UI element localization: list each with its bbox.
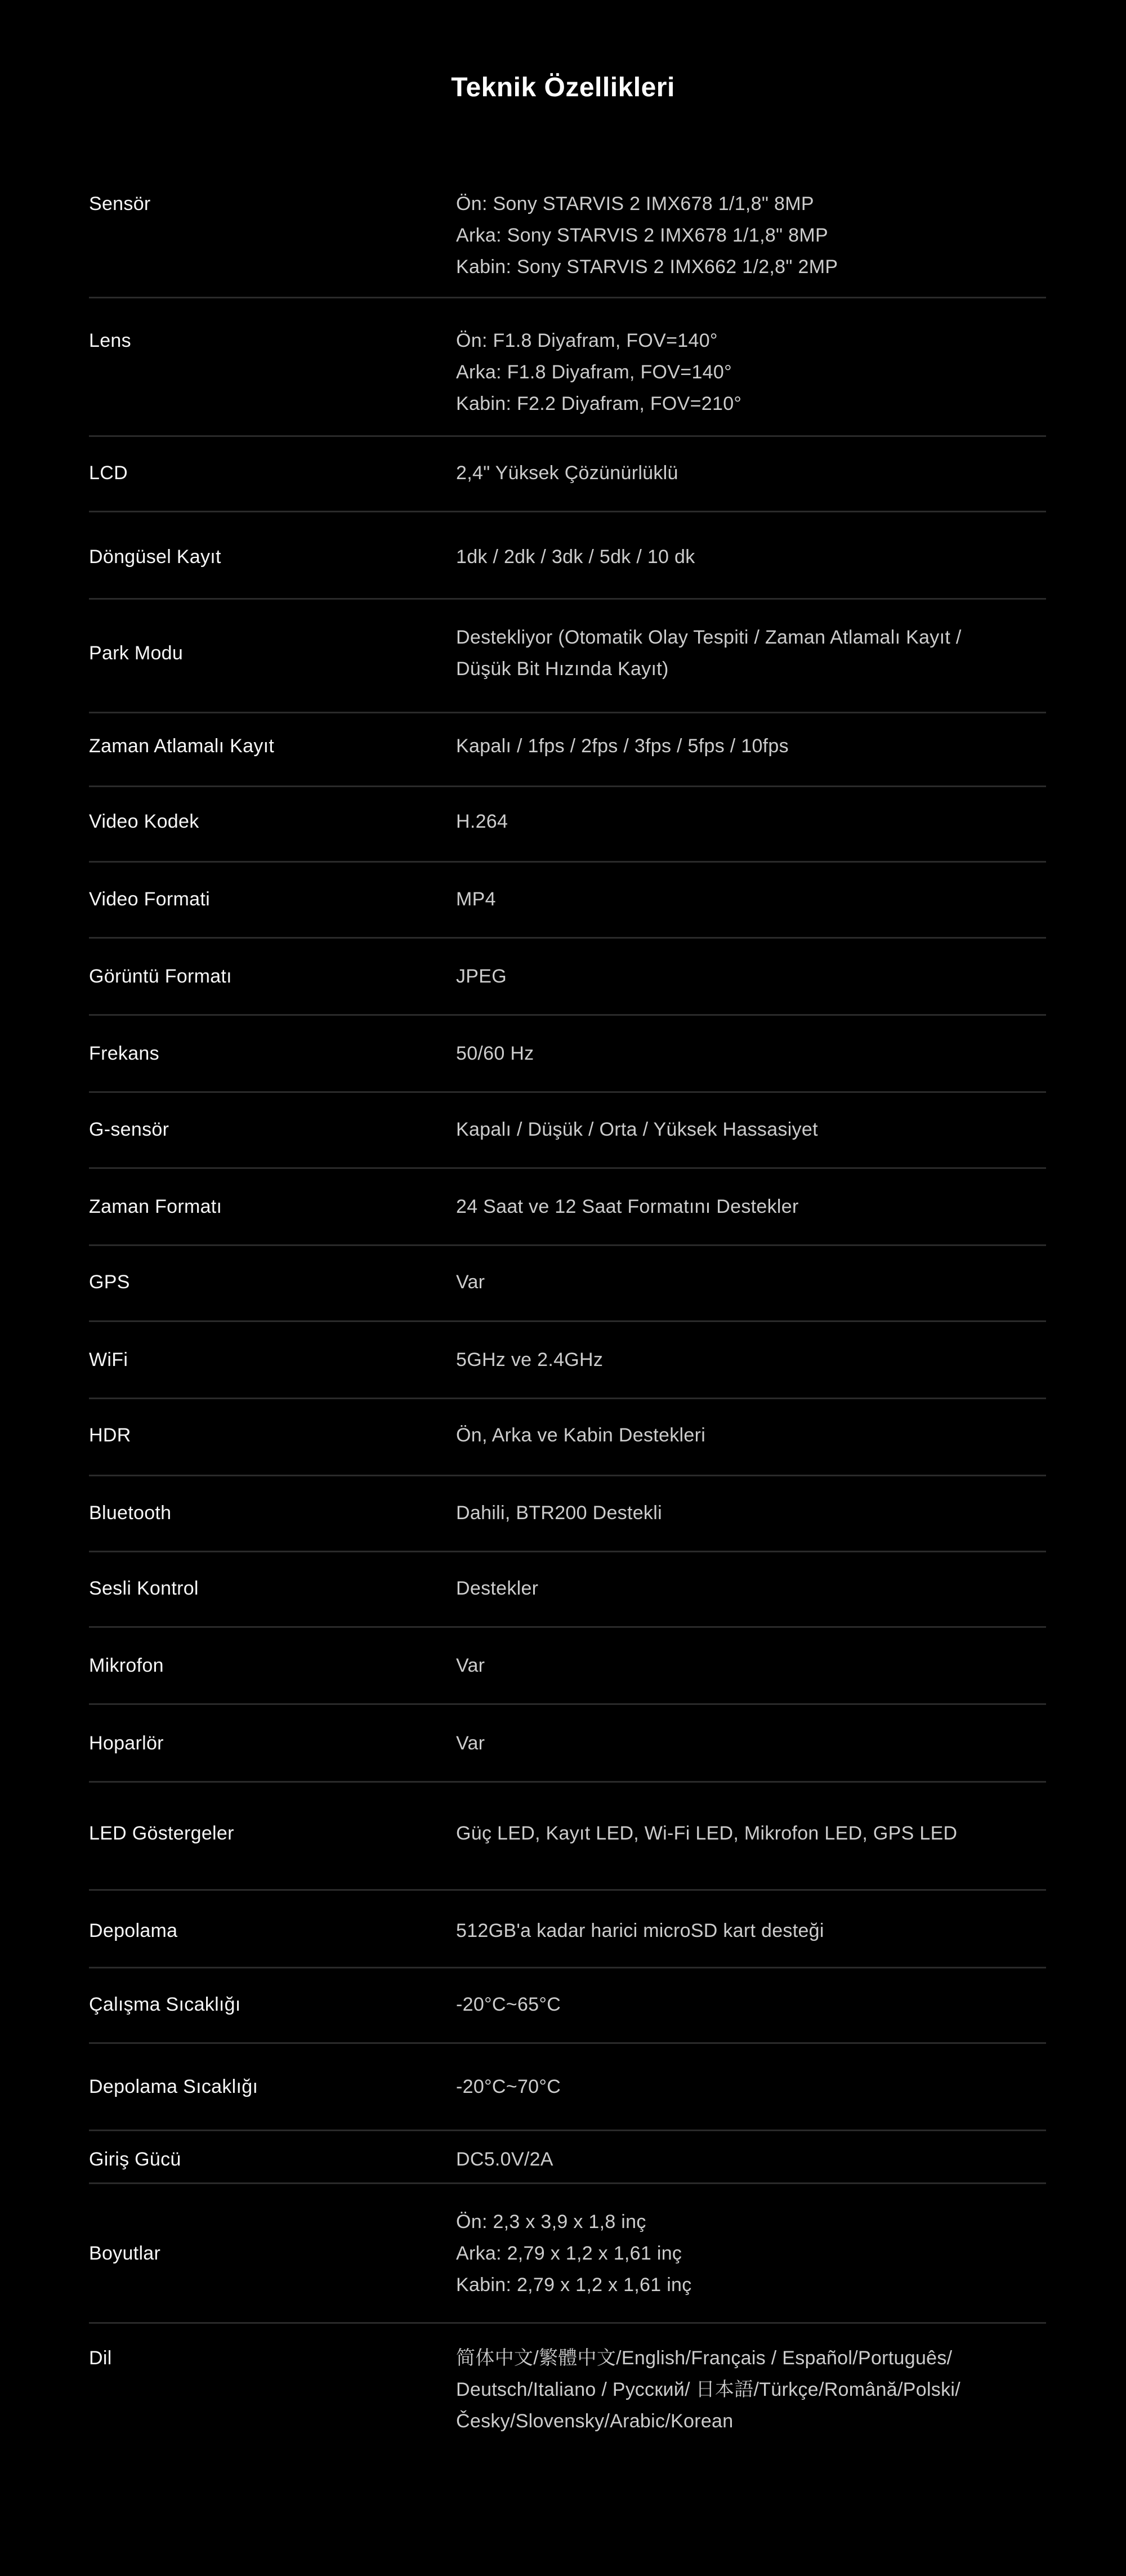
spec-row (89, 2044, 1046, 2131)
spec-value-line: 1dk / 2dk / 3dk / 5dk / 10 dk (456, 546, 695, 568)
spec-value (456, 1191, 1046, 1222)
spec-label: Mikrofon (89, 1655, 164, 1676)
spec-value-line: -20°C~65°C (456, 1994, 561, 2015)
spec-row (89, 787, 1046, 863)
spec-label: Giriş Gücü (89, 2149, 181, 2170)
spec-value-line: JPEG (456, 966, 507, 987)
spec-label: Depolama (89, 1920, 178, 1941)
spec-value-line: -20°C~70°C (456, 2076, 561, 2097)
spec-value (456, 325, 1046, 419)
spec-value-line: Ön: F1.8 Diyafram, FOV=140° (456, 330, 718, 351)
spec-row (89, 1246, 1046, 1322)
spec-label: Hoparlör (89, 1733, 164, 1754)
spec-label: Çalışma Sıcaklığı (89, 1994, 241, 2015)
spec-value-line: Česky/Slovensky/Arabic/Korean (456, 2410, 734, 2432)
spec-row (89, 1783, 1046, 1891)
spec-label: LED Göstergeler (89, 1823, 234, 1844)
spec-value (456, 2342, 1046, 2437)
spec-value (456, 2206, 1046, 2301)
spec-row (89, 1399, 1046, 1476)
spec-value (456, 961, 1046, 992)
spec-row (89, 298, 1046, 437)
spec-row (89, 2184, 1046, 2324)
spec-value (456, 2071, 1046, 2102)
spec-value-line: Güç LED, Kayıt LED, Wi-Fi LED, Mikrofon LED, GPS LED (456, 1823, 958, 1844)
spec-value (456, 1818, 1046, 1849)
spec-label: Lens (89, 330, 131, 351)
spec-row (89, 1552, 1046, 1628)
spec-value (456, 457, 1046, 489)
spec-value (456, 1497, 1046, 1529)
spec-value (456, 1650, 1046, 1681)
spec-label: Frekans (89, 1043, 159, 1064)
spec-row (89, 437, 1046, 512)
spec-value-line: Ön: 2,3 x 3,9 x 1,8 inç (456, 2211, 646, 2233)
spec-value-line: 5GHz ve 2.4GHz (456, 1349, 604, 1370)
spec-label: WiFi (89, 1349, 128, 1370)
spec-row (89, 1476, 1046, 1552)
spec-row (89, 1322, 1046, 1399)
spec-label: Video Formati (89, 889, 210, 910)
spec-value-line: H.264 (456, 811, 508, 832)
spec-value (456, 1344, 1046, 1376)
spec-value-line: Kapalı / 1fps / 2fps / 3fps / 5fps / 10fps (456, 735, 789, 757)
spec-value-line: Kabin: Sony STARVIS 2 IMX662 1/2,8" 2MP (456, 256, 838, 278)
spec-value-line: Düşük Bit Hızında Kayıt) (456, 658, 669, 680)
spec-value-line: Var (456, 1733, 485, 1754)
spec-row (89, 2324, 1046, 2521)
spec-label: Zaman Atlamalı Kayıt (89, 735, 275, 757)
spec-label: Video Kodek (89, 811, 199, 832)
spec-value-line: Kapalı / Düşük / Orta / Yüksek Hassasiyet (456, 1119, 818, 1140)
spec-value-line: Deutsch/Italiano / Русский/ 日本語/Türkçe/Română/Polski/ (456, 2379, 960, 2400)
spec-value-line: MP4 (456, 889, 496, 910)
spec-value-line: Kabin: 2,79 x 1,2 x 1,61 inç (456, 2274, 692, 2296)
spec-value (456, 2144, 1046, 2175)
spec-value-line: Arka: 2,79 x 1,2 x 1,61 inç (456, 2243, 682, 2264)
spec-value (456, 1266, 1046, 1298)
spec-value (456, 188, 1046, 283)
spec-label: Bluetooth (89, 1502, 172, 1524)
spec-value (456, 1038, 1046, 1069)
spec-value (456, 1573, 1046, 1604)
spec-value (456, 883, 1046, 915)
spec-label: HDR (89, 1425, 131, 1446)
spec-value (456, 1419, 1046, 1451)
spec-label: Park Modu (89, 642, 184, 664)
spec-value-line: 2,4" Yüksek Çözünürlüklü (456, 462, 678, 484)
spec-value-line: 24 Saat ve 12 Saat Formatını Destekler (456, 1196, 799, 1217)
spec-label: Görüntü Formatı (89, 966, 232, 987)
spec-value (456, 806, 1046, 837)
spec-value (456, 1727, 1046, 1759)
spec-value-line: Dahili, BTR200 Destekli (456, 1502, 662, 1524)
spec-row (89, 713, 1046, 787)
spec-row (89, 863, 1046, 939)
spec-label: Sensör (89, 193, 151, 215)
spec-row (89, 600, 1046, 713)
spec-label: GPS (89, 1271, 130, 1293)
spec-value-line: Ön, Arka ve Kabin Destekleri (456, 1425, 706, 1446)
spec-value-line: 50/60 Hz (456, 1043, 534, 1064)
spec-value-line: Destekler (456, 1578, 539, 1599)
spec-value-line: 512GB'a kadar harici microSD kart desteği (456, 1920, 824, 1941)
spec-value-line: Var (456, 1271, 485, 1293)
spec-value-line: Kabin: F2.2 Diyafram, FOV=210° (456, 393, 742, 414)
page-title: Teknik Özellikleri (451, 73, 675, 102)
spec-label: Zaman Formatı (89, 1196, 222, 1217)
spec-row (89, 102, 1046, 298)
spec-value-line: DC5.0V/2A (456, 2149, 553, 2170)
spec-value (456, 730, 1046, 762)
spec-value-line: Arka: F1.8 Diyafram, FOV=140° (456, 361, 732, 383)
spec-value-line: 简体中文/繁體中文/English/Français / Español/Português/ (456, 2347, 953, 2369)
spec-row (89, 1093, 1046, 1169)
spec-label: LCD (89, 462, 128, 484)
spec-label: G-sensör (89, 1119, 169, 1140)
spec-value (456, 541, 1046, 573)
spec-row (89, 2131, 1046, 2184)
spec-value-line: Ön: Sony STARVIS 2 IMX678 1/1,8" 8MP (456, 193, 814, 215)
spec-value-line: Destekliyor (Otomatik Olay Tespiti / Zaman Atlamalı Kayıt / (456, 627, 962, 648)
spec-row (89, 1968, 1046, 2044)
spec-row (89, 1705, 1046, 1783)
spec-label: Depolama Sıcaklığı (89, 2076, 258, 2097)
spec-row (89, 512, 1046, 600)
spec-row (89, 939, 1046, 1016)
spec-value (456, 1114, 1046, 1145)
spec-value-line: Var (456, 1655, 485, 1676)
spec-value (456, 622, 1046, 685)
spec-table (89, 102, 1046, 2521)
spec-label: Dil (89, 2347, 112, 2369)
spec-label: Sesli Kontrol (89, 1578, 199, 1599)
spec-label: Döngüsel Kayıt (89, 546, 221, 568)
spec-row (89, 1016, 1046, 1093)
spec-row (89, 1891, 1046, 1968)
spec-row (89, 1628, 1046, 1705)
spec-value (456, 1989, 1046, 2020)
spec-label: Boyutlar (89, 2243, 161, 2264)
spec-value-line: Arka: Sony STARVIS 2 IMX678 1/1,8" 8MP (456, 225, 828, 246)
spec-row (89, 1169, 1046, 1246)
spec-value (456, 1915, 1046, 1946)
